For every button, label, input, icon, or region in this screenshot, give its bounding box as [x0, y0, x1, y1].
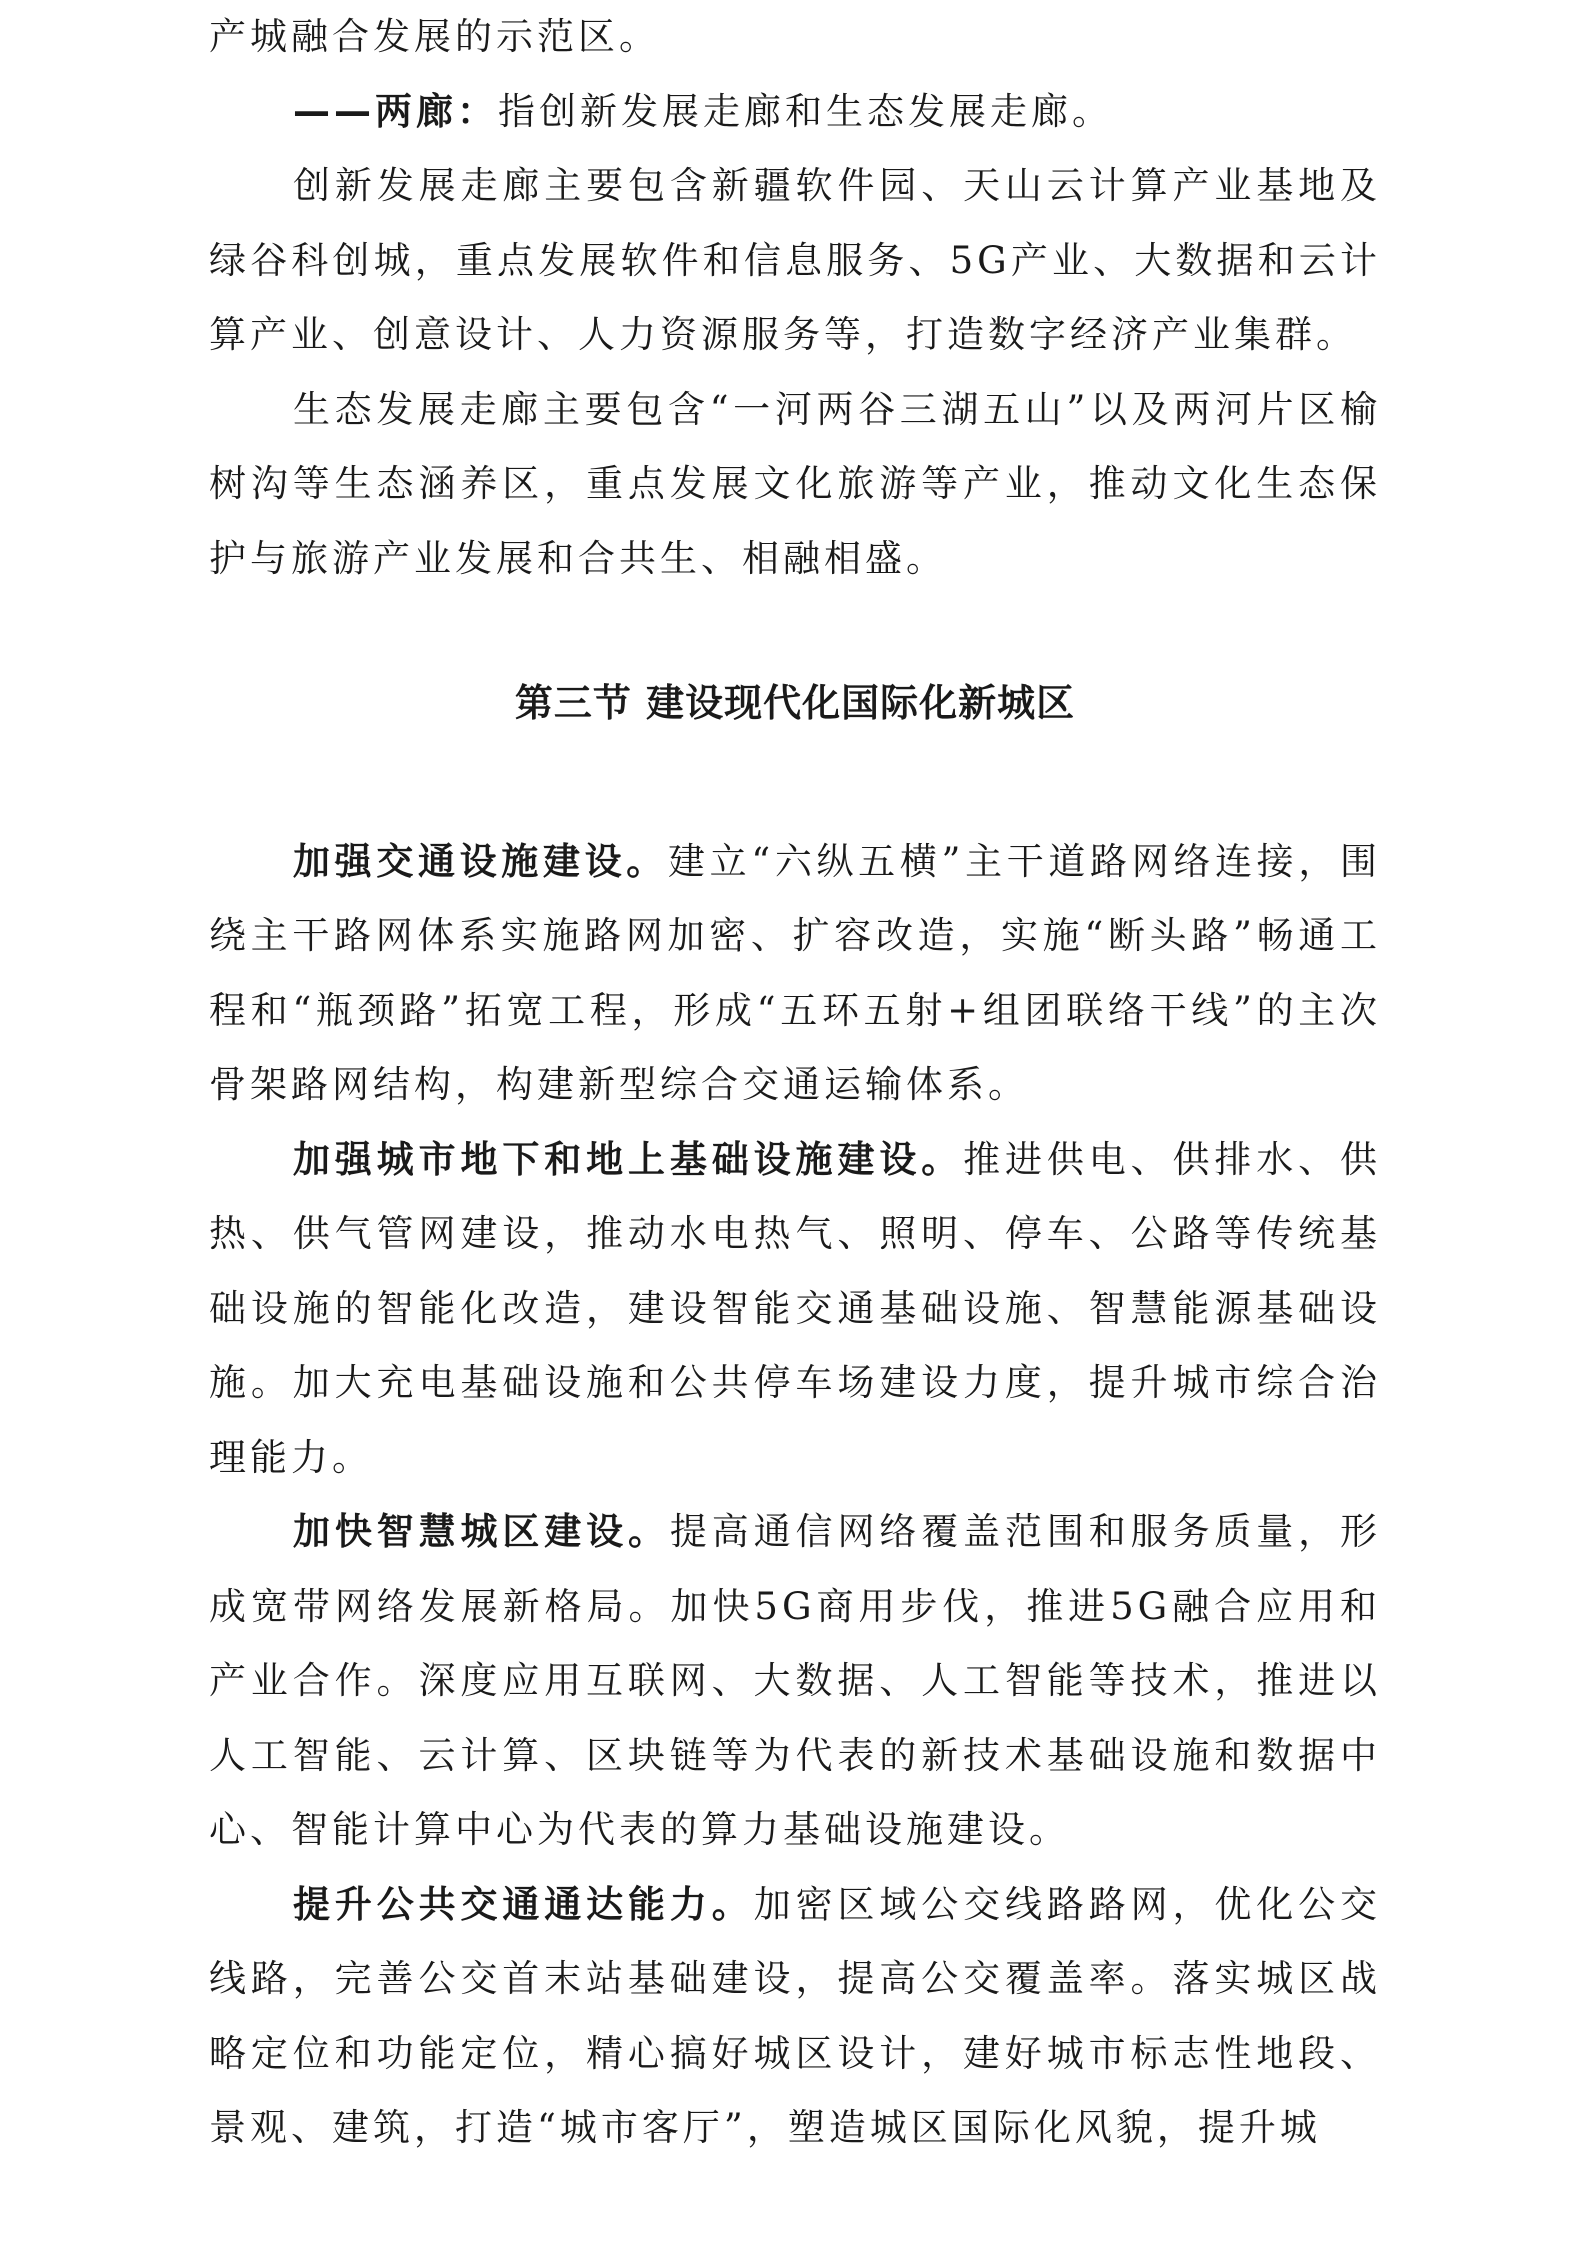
paragraph-public-transit: [209, 1868, 1381, 2166]
paragraph-text: 加密区域公交线路路网，优化公交线路，完善公交首末站基础建设，提高公交覆盖率。落实城区战略定位和功能定位，精心搞好城区设计，建好城市标志性地段、景观、建筑，打造“城市客厅”，塑造城区国际化风貌，提升城: [209, 1882, 1382, 2149]
paragraph-text: 建立“六纵五横”主干道路网络连接，围绕主干路网体系实施路网加密、扩容改造，实施“断头路”畅通工程和“瓶颈路”拓宽工程，形成“五环五射+组团联络干线”的主次骨架路网结构，构建新型综合交通运输体系。: [209, 839, 1382, 1106]
paragraph-lead: 加快智慧城区建设。: [293, 1510, 670, 1553]
paragraph-text: 提高通信网络覆盖范围和服务质量，形成宽带网络发展新格局。加快5G商用步伐，推进5G融合应用和产业合作。深度应用互联网、大数据、人工智能等技术，推进以人工智能、云计算、区块链等为代表的新技术基础设施和数据中心、智能计算中心为代表的算力基础设施建设。: [209, 1510, 1382, 1851]
paragraph-smart-city: [209, 1495, 1381, 1868]
paragraph-innovation-corridor: 创新发展走廊主要包含新疆软件园、天山云计算产业基地及绿谷科创城，重点发展软件和信息服务、5G产业、大数据和云计算产业、创意设计、人力资源服务等，打造数字经济产业集群。: [209, 164, 1381, 356]
paragraph-infrastructure: [209, 1123, 1381, 1496]
paragraph-continuation: 产城融合发展的示范区。: [209, 15, 660, 58]
paragraph-transport: [209, 825, 1381, 1123]
paragraph-text: 推进供电、供排水、供热、供气管网建设，推动水电热气、照明、停车、公路等传统基础设施的智能化改造，建设智能交通基础设施、智慧能源基础设施。加大充电基础设施和公共停车场建设力度，提升城市综合治理能力。: [209, 1137, 1382, 1479]
paragraph-two-corridors: [209, 75, 1381, 150]
paragraph-lead: 加强城市地下和地上基础设施建设。: [293, 1137, 964, 1181]
paragraph-lead: 提升公共交通通达能力。: [293, 1882, 754, 1926]
section-title: 第三节 建设现代化国际化新城区: [514, 681, 1076, 725]
paragraph-lead: 加强交通设施建设。: [293, 839, 668, 883]
document-page: [209, 0, 1381, 2166]
paragraph-text: 指创新发展走廊和生态发展走廊。: [498, 89, 1113, 133]
paragraph-ecology-corridor: 生态发展走廊主要包含“一河两谷三湖五山”以及两河片区榆树沟等生态涵养区，重点发展文化旅游等产业，推动文化生态保护与旅游产业发展和合共生、相融相盛。: [209, 387, 1381, 580]
paragraph-lead: ——两廊：: [293, 89, 498, 133]
